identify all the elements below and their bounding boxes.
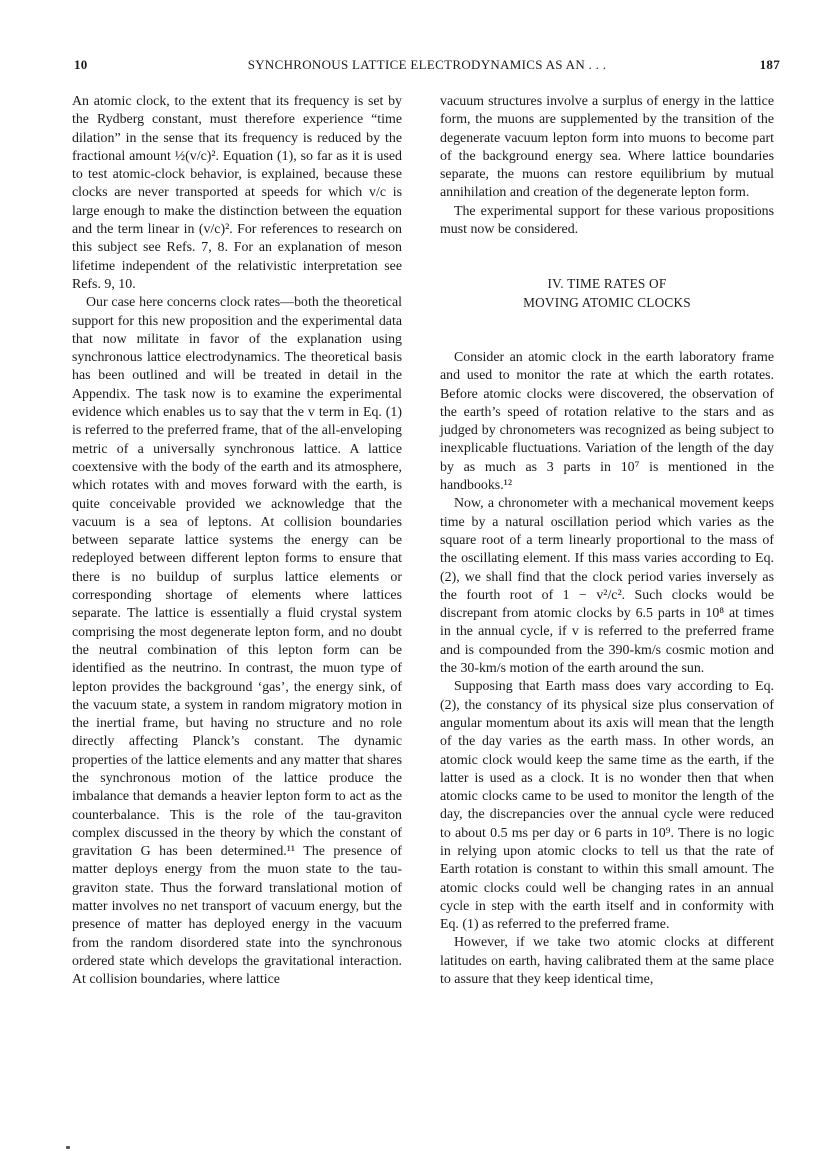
paragraph: The experimental support for these various propositions must now be considered. [440,203,774,238]
paragraph: Supposing that Earth mass does vary according to Eq. (2), the constancy of its physical size plus conservation of angular momentum about its axis will mean that the length of the day varies as the earth mass. In other words, an atomic clock would keep the same time as the earth, if the latter is used as a clock. It is no wonder then that when atomic clocks came to be used to monitor the length of the day, the discrepancies over the annual cycle were reduced to about 0.5 ms per day or 6 parts in 10⁹. There is no logic in relying upon atomic clocks to tell us that the rate of Earth rotation is constant to within this small amount. The atomic clocks could well be changing rates in an annual cycle in step with the earth itself and in conformity with Eq. (1) as referred to the preferred frame. [440,679,774,933]
paragraph: vacuum structures involve a surplus of energy in the lattice form, the muons are supplemented by the transition of the degenerate vacuum lepton form into muons to become part of the background energy sea. Where lattice boundaries separate, the muons can restore equilibrium by mutual annihilation and creation of the degenerate lepton form. [440,94,774,201]
paragraph: However, if we take two atomic clocks at different latitudes on earth, having calibrated them at the same place to assure that they keep identical time, [440,935,774,988]
paragraph: An atomic clock, to the extent that its frequency is set by the Rydberg constant, must therefore experience “time dilation” in the sense that its frequency is reduced by the fractional amount ½(v/c)². Equation (1), so far as it is used to test atomic-clock behavior, is explained, because these clocks are never transported at speeds for which v/c is large enough to make the distinction between the equation and the term linear in (v/c)². For references to research on this subject see Refs. 7, 8. For an explanation of meson lifetime independent of the relativistic interpretation see Refs. 9, 10. [72,94,402,292]
section-heading-line-1: IV. TIME RATES OF [547,276,667,292]
header-left-number: 10 [74,57,88,72]
section-heading [440,275,774,312]
paragraph: Our case here concerns clock rates—both the theoretical support for this new proposition and the experimental data that now militate in favor of the explanation using synchronous lattice electrodynamics. The theoretical basis has been outlined and will be treated in detail in the Appendix. The task now is to examine the experimental evidence which enables us to say that the v term in Eq. (1) is referred to the preferred frame, that of the all-enveloping metric of a universally synchronous lattice. A lattice coextensive with the body of the earth and its atmosphere, which rotates with and moves forward with the earth, is quite conceivable provided we acknowledge that the vacuum is a sea of leptons. At collision boundaries between separate lattice systems the energy can be redeployed between different lepton forms to ensure that there is no buildup of surplus lattice elements or corresponding shortage of elements where lattices separate. The lattice is essentially a fluid crystal system comprising the most degenerate lepton form, and no doubt the neutral combination of this lepton form can be identified as the neutrino. In contrast, the muon type of lepton provides the background ‘gas’, the energy sink, of the vacuum state, a system in random migratory motion in the inertial frame, but having no structure and no role directly affecting Planck’s constant. The dynamic properties of the lattice elements and any matter that shares the synchronous motion of the lattice produce the imbalance that demands a heavier lepton form to act as the counterbalance. This is the role of the tau-graviton complex discussed in the theory by which the constant of gravitation G has been determined.¹¹ The presence of matter deploys energy from the muon state to the tau-graviton state. Thus the forward translational motion of matter involves no net transport of vacuum energy, but the presence of matter has deployed energy in the vacuum from the random disordered state into the synchronous ordered state which develops the gravitational interaction. At collision boundaries, where lattice [72,295,402,988]
section-heading-line-2: MOVING ATOMIC CLOCKS [523,294,691,310]
paragraph: Now, a chronometer with a mechanical movement keeps time by a natural oscillation period which varies as the square root of a term linearly proportional to the mass of the oscillating element. If this mass varies according to Eq. (2), we shall find that the clock period varies inversely as the fourth root of 1 − v²/c². Such clocks would be discrepant from atomic clocks by 6.5 parts in 10⁸ at times in the annual cycle, if v is referred to the preferred frame and is compounded from the 390-km/s cosmic motion and the 30-km/s motion of the earth around the sun. [440,496,774,677]
running-header [74,57,780,79]
running-title: SYNCHRONOUS LATTICE ELECTRODYNAMICS AS AN . . . [247,57,607,72]
right-column [440,93,774,989]
scan-speck [66,1146,70,1149]
left-column [72,93,402,990]
page-number: 187 [759,57,780,72]
paragraph: Consider an atomic clock in the earth laboratory frame and used to monitor the rate at which the earth rotates. Before atomic clocks were discovered, the observation of the earth’s speed of rotation relative to the stars and as judged by chronometers was recognized as being subject to inexplicable fluctuations. Variation of the length of the day by as much as 3 parts in 10⁷ is mentioned in the handbooks.¹² [440,349,774,494]
